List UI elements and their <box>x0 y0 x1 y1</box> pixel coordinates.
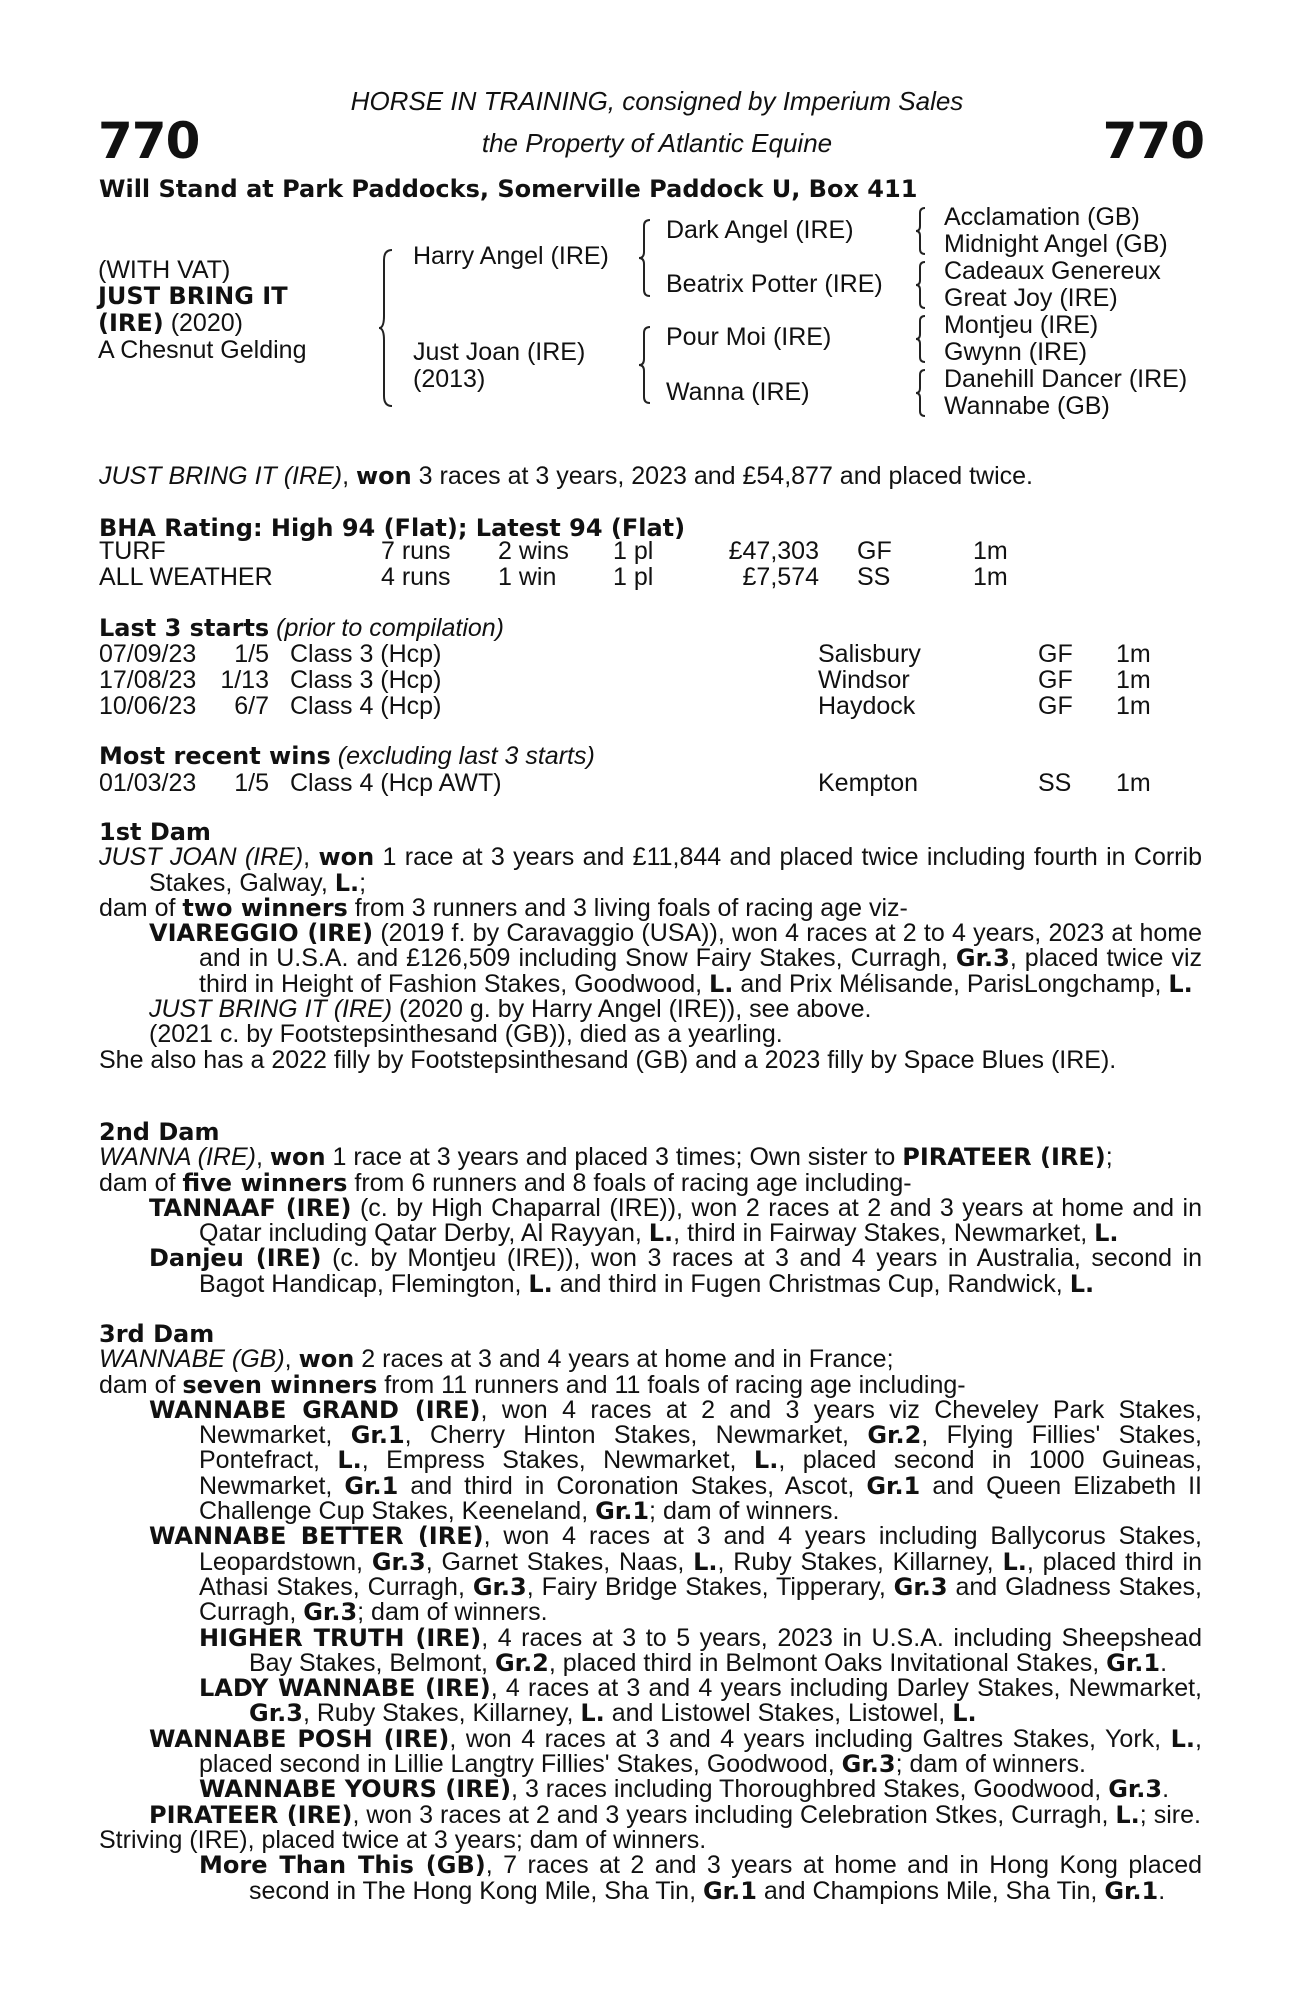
last3-row3-class: Class 4 (Hcp) <box>290 692 442 720</box>
produce-name: WANNABE GRAND (IRE) <box>149 1395 481 1424</box>
horse-suffix: (IRE) <box>98 309 164 337</box>
third-dam-heading: 3rd Dam <box>99 1320 215 1348</box>
produce-higher-truth <box>99 1623 1202 1677</box>
listed-marker: L. <box>580 1699 605 1728</box>
produce-text: , Cherry Hinton Stakes, Newmarket, <box>404 1421 868 1450</box>
produce-text: , third in Fairway Stakes, Newmarket, <box>673 1219 1095 1248</box>
last3-row1-date: 07/09/23 <box>99 640 197 668</box>
listed-marker: L. <box>337 1446 362 1475</box>
produce-wannabe-grand <box>99 1395 1202 1526</box>
pedigree-g3-1: Acclamation (GB) <box>944 203 1140 231</box>
pedigree-sire-dam: Beatrix Potter (IRE) <box>666 270 883 298</box>
produce-more-than-this <box>99 1853 1202 1904</box>
recent-heading: Most recent wins <box>99 742 331 770</box>
pedigree-dam-dam: Wanna (IRE) <box>666 378 810 406</box>
produce-text: . <box>1158 1876 1166 1905</box>
produce-text: and Queen Elizabeth II Challenge Cup Stakes, Keeneland, <box>199 1471 1202 1526</box>
rating-row-aw-dist: 1m <box>973 563 1008 591</box>
produce-text: , 3 races including Thoroughbred Stakes, Goodwood, <box>511 1775 1109 1804</box>
pedigree-sire: Harry Angel (IRE) <box>413 242 609 270</box>
produce-wannabe-yours <box>99 1777 1202 1802</box>
first-dam-also: She also has a 2022 filly by Footstepsinthesand (GB) and a 2023 filly by Space Blues (IRE). <box>99 1045 1117 1074</box>
third-dam-won: won <box>298 1345 355 1374</box>
rating-row-turf-pl: 1 pl <box>613 537 654 565</box>
group-marker: Gr.1 <box>350 1421 405 1450</box>
pedigree-g3-2: Midnight Angel (GB) <box>944 230 1168 258</box>
last3-row3-date: 10/06/23 <box>99 692 197 720</box>
produce-pirateer <box>99 1800 1202 1829</box>
third-dam-name: WANNABE (GB) <box>99 1345 285 1374</box>
produce-text: and Champions Mile, Sha Tin, <box>756 1876 1105 1905</box>
produce-text: , placed third in Belmont Oaks Invitational Stakes, <box>548 1648 1107 1677</box>
second-dam-heading: 2nd Dam <box>99 1118 220 1146</box>
rating-row-aw-wins: 1 win <box>498 563 557 591</box>
horse-description: A Chesnut Gelding <box>98 336 307 364</box>
pedigree-g3-7: Danehill Dancer (IRE) <box>944 365 1188 393</box>
produce-lady-wannabe <box>99 1676 1202 1727</box>
produce-text: ; dam of winners. <box>357 1598 548 1627</box>
last3-row3-pos: 6/7 <box>234 692 269 720</box>
listed-marker: L. <box>1115 1800 1140 1829</box>
produce-name: PIRATEER (IRE) <box>149 1800 353 1829</box>
produce-text: , placed twice viz third in Height of Fashion Stakes, Goodwood, <box>199 944 1202 998</box>
pedigree-g3-5: Montjeu (IRE) <box>944 311 1099 339</box>
horse-suffix-year <box>98 311 243 337</box>
stand-location: Will Stand at Park Paddocks, Somerville Paddock U, Box 411 <box>99 175 918 203</box>
second-dam-produce-intro <box>99 1168 1202 1197</box>
group-marker: Gr.1 <box>866 1471 921 1500</box>
second-dam-name: WANNA (IRE) <box>99 1143 256 1172</box>
produce-text: and third in Fugen Christmas Cup, Randwick, <box>552 1269 1070 1298</box>
pedigree-g3-3: Cadeaux Genereux <box>944 257 1161 285</box>
produce-text: and Listowel Stakes, Listowel, <box>604 1699 953 1728</box>
vat-label: (WITH VAT) <box>98 256 231 284</box>
produce-text: , won 3 races at 2 and 3 years including Celebration Stkes, Curragh, <box>352 1800 1116 1829</box>
listed-marker: L. <box>693 1547 718 1576</box>
produce-wannabe-better <box>99 1524 1202 1625</box>
last3-row1-pos: 1/5 <box>234 640 269 668</box>
listed-marker: L. <box>1168 969 1193 998</box>
produce-text: , 7 races at 2 and 3 years at home and in Hong Kong placed second in The Hong Kong Mile, Sha Tin, <box>249 1851 1203 1905</box>
horse-name: JUST BRING IT <box>98 282 288 310</box>
produce-text: , 4 races at 3 and 4 years including Darley Stakes, Newmarket, <box>490 1674 1202 1703</box>
pedigree-brace-g3-1 <box>915 206 927 256</box>
produce-text: and Prix Mélisande, ParisLongchamp, <box>733 969 1169 998</box>
rating-row-aw-pl: 1 pl <box>613 563 654 591</box>
produce-text: , placed second in Lillie Langtry Fillies' Stakes, Goodwood, <box>199 1724 1202 1779</box>
winners-count: seven winners <box>182 1370 378 1399</box>
third-dam-record: WANNABE (GB), won 2 races at 3 and 4 years at home and in France; <box>99 1345 894 1374</box>
produce-text: , won 4 races at 2 and 3 years viz Cheveley Park Stakes, Newmarket, <box>199 1395 1202 1450</box>
rating-row-aw-surface: ALL WEATHER <box>99 563 273 591</box>
bha-rating-heading: BHA Rating: High 94 (Flat); Latest 94 (Flat) <box>99 514 686 542</box>
pedigree-sire-sire: Dark Angel (IRE) <box>666 216 854 244</box>
produce-text: and third in Coronation Stakes, Ascot, <box>398 1471 867 1500</box>
header-property: the Property of Atlantic Equine <box>481 128 833 158</box>
produce-name: VIAREGGIO (IRE) <box>149 919 374 948</box>
listed-marker: L. <box>1094 1219 1119 1248</box>
produce-text: (c. by Montjeu (IRE)), won 3 races at 3 and 4 years in Australia, second in Bagot Handicap, Flemington, <box>199 1244 1203 1298</box>
second-dam-text: 1 race at 3 years and placed 3 times; Own sister to <box>325 1143 903 1172</box>
first-dam-record: JUST JOAN (IRE), won 1 race at 3 years and £11,844 and placed twice including fourth in Corrib Stakes, Galway, L.; <box>99 843 1202 897</box>
horse-year: (2020) <box>170 309 243 337</box>
third-dam-section <box>99 1322 1202 1904</box>
last3-row2-course: Windsor <box>818 666 910 694</box>
group-marker: Gr.1 <box>702 1876 757 1905</box>
listed-marker: L. <box>952 1699 977 1728</box>
produce-viareggio <box>99 921 1202 997</box>
rating-row-turf-dist: 1m <box>973 537 1008 565</box>
produce-text: , placed second in 1000 Guineas, Newmarket, <box>199 1446 1202 1500</box>
produce-name: WANNABE BETTER (IRE) <box>149 1522 484 1551</box>
produce-text: , won 4 races at 3 and 4 years including Galtres Stakes, York, <box>449 1724 1171 1753</box>
recent-row1-dist: 1m <box>1116 769 1151 797</box>
group-marker: Gr.1 <box>1104 1876 1159 1905</box>
race-summary: JUST BRING IT (IRE), won 3 races at 3 years, 2023 and £54,877 and placed twice. <box>99 462 1033 490</box>
rating-row-turf-going: GF <box>857 537 892 565</box>
produce-striving: Striving (IRE), placed twice at 3 years; dam of winners. <box>99 1825 707 1854</box>
last3-row1-course: Salisbury <box>818 640 921 668</box>
produce-danjeu <box>99 1246 1202 1297</box>
group-marker: Gr.2 <box>494 1648 549 1677</box>
rating-row-turf-money: £47,303 <box>728 537 819 565</box>
produce-text: (2020 g. by Harry Angel (IRE)), see above. <box>392 995 872 1024</box>
rating-row-turf-wins: 2 wins <box>498 537 569 565</box>
listed-marker: L. <box>1170 1724 1196 1753</box>
first-dam-name: JUST JOAN (IRE) <box>99 843 304 872</box>
pedigree-g3-6: Gwynn (IRE) <box>944 338 1088 366</box>
second-dam-semicolon: ; <box>1105 1143 1113 1172</box>
third-dam-produce-intro <box>99 1370 1202 1399</box>
produce-text: . <box>1160 1648 1168 1677</box>
listed-marker: L. <box>334 868 360 897</box>
group-marker: Gr.2 <box>867 1421 922 1450</box>
produce-text: ; dam of winners. <box>895 1750 1086 1779</box>
summary-text: 3 races at 3 years, 2023 and £54,877 and placed twice. <box>411 462 1033 490</box>
listed-marker: L. <box>648 1219 674 1248</box>
first-dam-section <box>99 820 1202 1073</box>
winners-count: two winners <box>182 893 348 922</box>
rating-row-aw-money: £7,574 <box>742 563 819 591</box>
produce-text: . <box>1162 1775 1170 1804</box>
first-dam-heading: 1st Dam <box>99 818 211 846</box>
group-marker: Gr.1 <box>1106 1648 1161 1677</box>
group-marker: Gr.3 <box>303 1598 358 1627</box>
rating-row-aw-going: SS <box>857 563 891 591</box>
pedigree-brace-g3-2 <box>915 260 927 310</box>
last3-row1-class: Class 3 (Hcp) <box>290 640 442 668</box>
produce-name: JUST BRING IT (IRE) <box>149 995 393 1024</box>
group-marker: Gr.3 <box>841 1750 896 1779</box>
last3-row2-pos: 1/13 <box>220 666 269 694</box>
produce-text: , Ruby Stakes, Killarney, <box>302 1699 581 1728</box>
listed-marker: L. <box>1069 1269 1095 1298</box>
dam-of-label: dam of <box>99 1168 183 1197</box>
produce-text: and Gladness Stakes, Curragh, <box>199 1572 1202 1627</box>
rating-row-aw-runs: 4 runs <box>381 563 451 591</box>
pedigree-brace-g3-3 <box>915 314 927 364</box>
last3-row2-class: Class 3 (Hcp) <box>290 666 442 694</box>
produce-just-bring-it <box>99 997 1202 1022</box>
runners-text: from 11 runners and 11 foals of racing age including- <box>377 1370 966 1399</box>
last3-heading-line <box>99 616 504 642</box>
last3-row3-course: Haydock <box>818 692 916 720</box>
pedigree-brace-main <box>378 248 394 408</box>
group-marker: Gr.3 <box>472 1572 527 1601</box>
group-marker: Gr.1 <box>595 1497 650 1526</box>
second-dam-won: won <box>269 1143 326 1172</box>
second-dam-section <box>99 1120 1202 1297</box>
produce-text: , Empress Stakes, Newmarket, <box>361 1446 754 1475</box>
pedigree-brace-sire <box>638 218 652 298</box>
group-marker: Gr.3 <box>1108 1775 1163 1804</box>
produce-tannaaf <box>99 1193 1203 1248</box>
last3-row3-going: GF <box>1038 692 1073 720</box>
summary-won: won <box>355 462 412 490</box>
listed-marker: L. <box>1002 1547 1027 1576</box>
produce-name: More Than This (GB) <box>199 1851 486 1880</box>
pedigree-brace-g3-4 <box>915 368 927 418</box>
runners-text: from 6 runners and 8 foals of racing age including- <box>347 1168 912 1197</box>
produce-wannabe-posh <box>99 1724 1202 1779</box>
produce-name: TANNAAF (IRE) <box>149 1193 352 1222</box>
first-dam-text: 1 race at 3 years and £11,844 and placed twice including fourth in Corrib Stakes, Galway, <box>149 843 1202 897</box>
produce-name: WANNABE POSH (IRE) <box>149 1724 450 1753</box>
listed-marker: L. <box>753 1446 779 1475</box>
sibling-name: PIRATEER (IRE) <box>902 1143 1106 1172</box>
produce-text: , Fairy Bridge Stakes, Tipperary, <box>526 1572 894 1601</box>
last3-heading: Last 3 starts <box>99 614 270 642</box>
last3-note: (prior to compilation) <box>269 614 505 642</box>
produce-name: HIGHER TRUTH (IRE) <box>199 1623 482 1652</box>
recent-row1-course: Kempton <box>818 769 919 797</box>
pedigree-brace-dam <box>638 325 652 405</box>
listed-marker: L. <box>528 1269 553 1298</box>
produce-name: WANNABE YOURS (IRE) <box>199 1775 512 1804</box>
produce-name: Danjeu (IRE) <box>149 1244 322 1273</box>
last3-row1-going: GF <box>1038 640 1073 668</box>
pedigree-dam: Just Joan (IRE) <box>413 338 586 366</box>
recent-note: (excluding last 3 starts) <box>330 742 595 770</box>
produce-text: ; sire. <box>1139 1800 1201 1829</box>
produce-text: , won 4 races at 3 and 4 years including Ballycorus Stakes, Leopardstown, <box>199 1522 1203 1576</box>
last3-row2-dist: 1m <box>1116 666 1151 694</box>
last3-row2-date: 17/08/23 <box>99 666 197 694</box>
recent-row1-going: SS <box>1038 769 1072 797</box>
pedigree-dam-year: (2013) <box>413 365 486 393</box>
produce-name: LADY WANNABE (IRE) <box>199 1674 491 1703</box>
produce-2021-colt: (2021 c. by Footstepsinthesand (GB)), died as a yearling. <box>149 1020 783 1049</box>
produce-text: (c. by High Chaparral (IRE)), won 2 races at 2 and 3 years at home and in Qatar including Qatar Derby, Al Rayyan, <box>199 1193 1203 1248</box>
recent-row1-pos: 1/5 <box>234 769 269 797</box>
last3-row1-dist: 1m <box>1116 640 1151 668</box>
produce-text: , placed third in Athasi Stakes, Curragh, <box>199 1547 1203 1601</box>
recent-heading-line <box>99 744 595 770</box>
produce-text: , Garnet Stakes, Naas, <box>425 1547 694 1576</box>
lot-number-right: 770 <box>1102 112 1204 170</box>
first-dam-produce-intro <box>99 893 1202 922</box>
first-dam-won: won <box>318 843 375 872</box>
produce-text: , Ruby Stakes, Killarney, <box>717 1547 1003 1576</box>
runners-text: from 3 runners and 3 living foals of racing age viz- <box>347 893 908 922</box>
produce-text: ; dam of winners. <box>649 1497 840 1526</box>
third-dam-text: 2 races at 3 and 4 years at home and in France; <box>354 1345 894 1374</box>
first-dam-semicolon: ; <box>359 868 367 897</box>
summary-horse-name: JUST BRING IT (IRE) <box>99 462 343 490</box>
produce-text: , Flying Fillies' Stakes, Pontefract, <box>199 1421 1202 1475</box>
group-marker: Gr.3 <box>893 1572 948 1601</box>
dam-of-label: dam of <box>99 1370 183 1399</box>
group-marker: Gr.1 <box>344 1471 399 1500</box>
group-marker: Gr.3 <box>371 1547 426 1576</box>
produce-text: , 4 races at 3 to 5 years, 2023 in U.S.A. including Sheepshead Bay Stakes, Belmont, <box>249 1623 1202 1677</box>
recent-row1-class: Class 4 (Hcp AWT) <box>290 769 502 797</box>
second-dam-record: WANNA (IRE), won 1 race at 3 years and placed 3 times; Own sister to PIRATEER (IRE); <box>99 1143 1113 1172</box>
winners-count: five winners <box>182 1168 348 1197</box>
dam-of-label: dam of <box>99 893 183 922</box>
pedigree-dam-sire: Pour Moi (IRE) <box>666 323 832 351</box>
produce-text: (2019 f. by Caravaggio (USA)), won 4 races at 2 to 4 years, 2023 at home and in U.S.A. and £126,509 including Snow Fairy Stakes, Curragh, <box>199 919 1202 973</box>
last3-row3-dist: 1m <box>1116 692 1151 720</box>
group-marker: Gr.3 <box>955 944 1010 973</box>
lot-number-left: 770 <box>98 112 200 170</box>
pedigree-g3-4: Great Joy (IRE) <box>944 284 1118 312</box>
header-consignor: HORSE IN TRAINING, consigned by Imperium Sales <box>350 86 964 116</box>
rating-row-turf-surface: TURF <box>99 537 166 565</box>
group-marker: Gr.3 <box>249 1699 303 1728</box>
listed-marker: L. <box>709 969 734 998</box>
last3-row2-going: GF <box>1038 666 1073 694</box>
pedigree-g3-8: Wannabe (GB) <box>944 392 1110 420</box>
recent-row1-date: 01/03/23 <box>99 769 197 797</box>
rating-row-turf-runs: 7 runs <box>381 537 451 565</box>
